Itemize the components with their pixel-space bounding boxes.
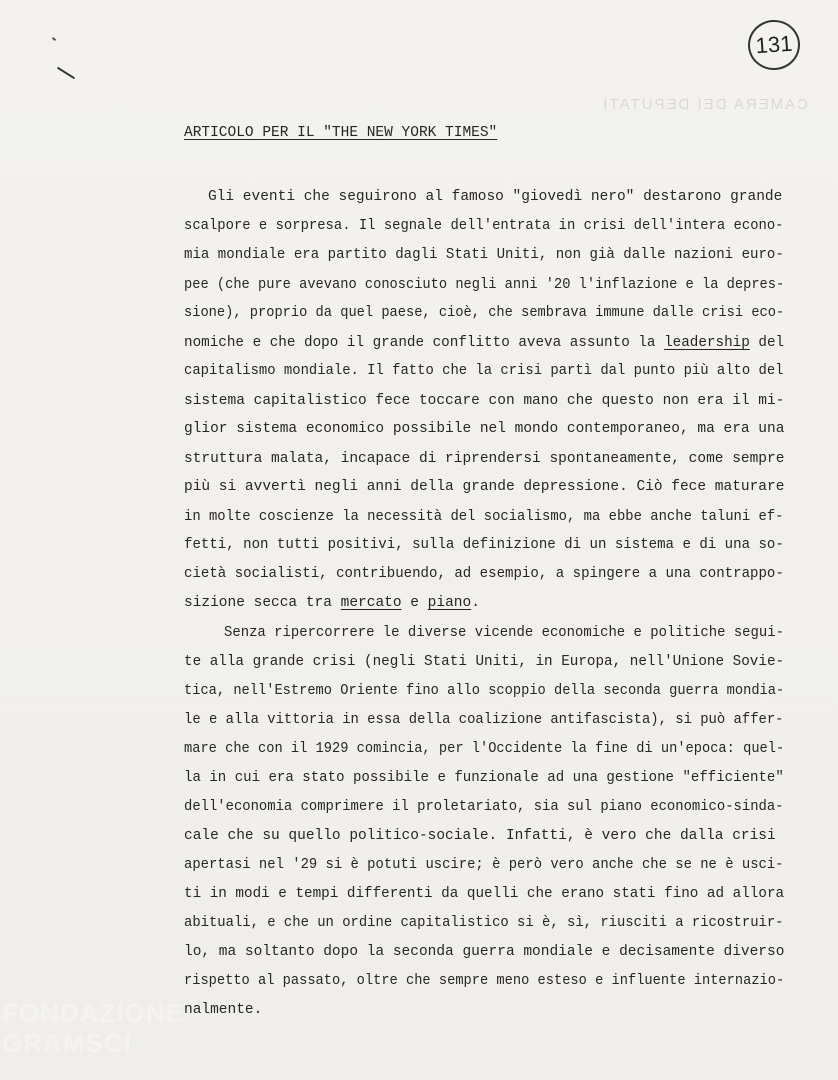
text-segment: cale che su quello politico-sociale. Infatti, è vero che dalla crisi xyxy=(184,828,776,844)
text-line xyxy=(184,914,784,932)
text-line xyxy=(184,246,784,264)
text-line xyxy=(184,594,480,612)
text-segment: Gli eventi che seguirono al famoso "giovedì nero" destarono grande xyxy=(208,189,783,205)
text-segment: mia mondiale era partito dagli Stati Uniti, non già dalle nazioni euro- xyxy=(184,247,784,263)
text-line xyxy=(184,276,784,294)
text-segment: cietà socialisti, contribuendo, ad esempio, a spingere a una contrappo- xyxy=(184,566,784,582)
underlined-term: piano xyxy=(427,595,472,611)
text-segment: in molte coscienze la necessità del socialismo, ma ebbe anche taluni ef- xyxy=(184,509,784,525)
text-segment: sizione secca tra xyxy=(184,595,341,611)
text-line xyxy=(184,1001,262,1019)
text-segment: più si avvertì negli anni della grande depressione. Ciò fece maturare xyxy=(184,479,785,495)
text-line xyxy=(184,885,784,903)
text-segment: . xyxy=(471,595,480,611)
underlined-term: mercato xyxy=(340,595,402,611)
text-line xyxy=(184,565,784,583)
ink-mark xyxy=(52,37,56,41)
text-segment: fetti, non tutti positivi, sulla definizione di un sistema e di una so- xyxy=(184,537,784,553)
text-segment: ti in modi e tempi differenti da quelli che erano stati fino ad allora xyxy=(184,886,785,902)
text-line xyxy=(184,972,784,990)
text-segment: scalpore e sorpresa. Il segnale dell'entrata in crisi dell'intera econo- xyxy=(184,218,784,234)
text-line xyxy=(208,188,782,206)
text-segment: capitalismo mondiale. Il fatto che la crisi partì dal punto più alto del xyxy=(184,363,784,379)
text-segment: rispetto al passato, oltre che sempre meno esteso e influente internazio- xyxy=(184,973,785,989)
text-segment: sistema capitalistico fece toccare con mano che questo non era il mi- xyxy=(184,393,785,409)
text-line xyxy=(184,943,784,961)
text-line xyxy=(184,450,784,468)
text-line xyxy=(184,711,784,729)
text-segment: apertasi nel '29 si è potuti uscire; è però vero anche che se ne è usci- xyxy=(184,857,784,873)
text-line xyxy=(184,798,784,816)
text-segment: del xyxy=(749,335,785,351)
text-line xyxy=(184,334,784,352)
text-line xyxy=(184,769,784,787)
text-segment: glior sistema economico possibile nel mondo contemporaneo, ma era una xyxy=(184,421,785,437)
text-line xyxy=(184,508,784,526)
text-segment: struttura malata, incapace di riprendersi spontaneamente, come sempre xyxy=(184,451,785,467)
text-line xyxy=(184,856,784,874)
text-line xyxy=(184,478,784,496)
text-segment: Senza ripercorrere le diverse vicende economiche e politiche segui- xyxy=(224,625,784,641)
text-segment: la in cui era stato possibile e funzionale ad una gestione "efficiente" xyxy=(184,770,784,786)
text-segment: mare che con il 1929 comincia, per l'Occidente la fine di un'epoca: quel- xyxy=(184,741,785,757)
pen-mark xyxy=(57,67,75,79)
page-number-text: 131 xyxy=(754,30,794,59)
text-line xyxy=(184,536,784,554)
text-line xyxy=(184,362,784,380)
text-line xyxy=(184,740,784,758)
text-segment: le e alla vittoria in essa della coalizione antifascista), si può affer- xyxy=(184,712,784,728)
archive-watermark: FONDAZIONE GRAMSCI xyxy=(2,998,184,1058)
text-line xyxy=(184,392,784,410)
article-title: ARTICOLO PER IL "THE NEW YORK TIMES" xyxy=(184,125,498,141)
underlined-term: leadership xyxy=(664,335,750,351)
handwritten-page-number xyxy=(746,18,801,72)
text-line xyxy=(184,827,776,845)
text-line xyxy=(224,624,784,642)
text-segment: nomiche e che dopo il grande conflitto aveva assunto la xyxy=(184,335,665,351)
text-segment: dell'economia comprimere il proletariato, sia sul piano economico-sinda- xyxy=(184,799,784,815)
text-segment: nalmente. xyxy=(184,1002,263,1018)
text-segment: te alla grande crisi (negli Stati Uniti, in Europa, nell'Unione Sovie- xyxy=(184,654,785,670)
text-line xyxy=(184,217,784,235)
text-segment: abituali, e che un ordine capitalistico si è, sì, riusciti a ricostruir- xyxy=(184,915,784,931)
text-segment: lo, ma soltanto dopo la seconda guerra mondiale e decisamente diverso xyxy=(184,944,785,960)
text-line xyxy=(184,304,784,322)
text-line xyxy=(184,420,784,438)
text-line xyxy=(184,653,784,671)
faded-stamp: CAMERA DEI DEPUTATI xyxy=(601,96,808,113)
text-segment: tica, nell'Estremo Oriente fino allo scoppio della seconda guerra mondia- xyxy=(184,683,785,699)
text-line xyxy=(184,682,784,700)
text-segment: e xyxy=(401,595,428,611)
text-segment: sione), proprio da quel paese, cioè, che sembrava immune dalle crisi eco- xyxy=(184,305,785,321)
text-segment: pee (che pure avevano conosciuto negli anni '20 l'inflazione e la depres- xyxy=(184,277,785,293)
